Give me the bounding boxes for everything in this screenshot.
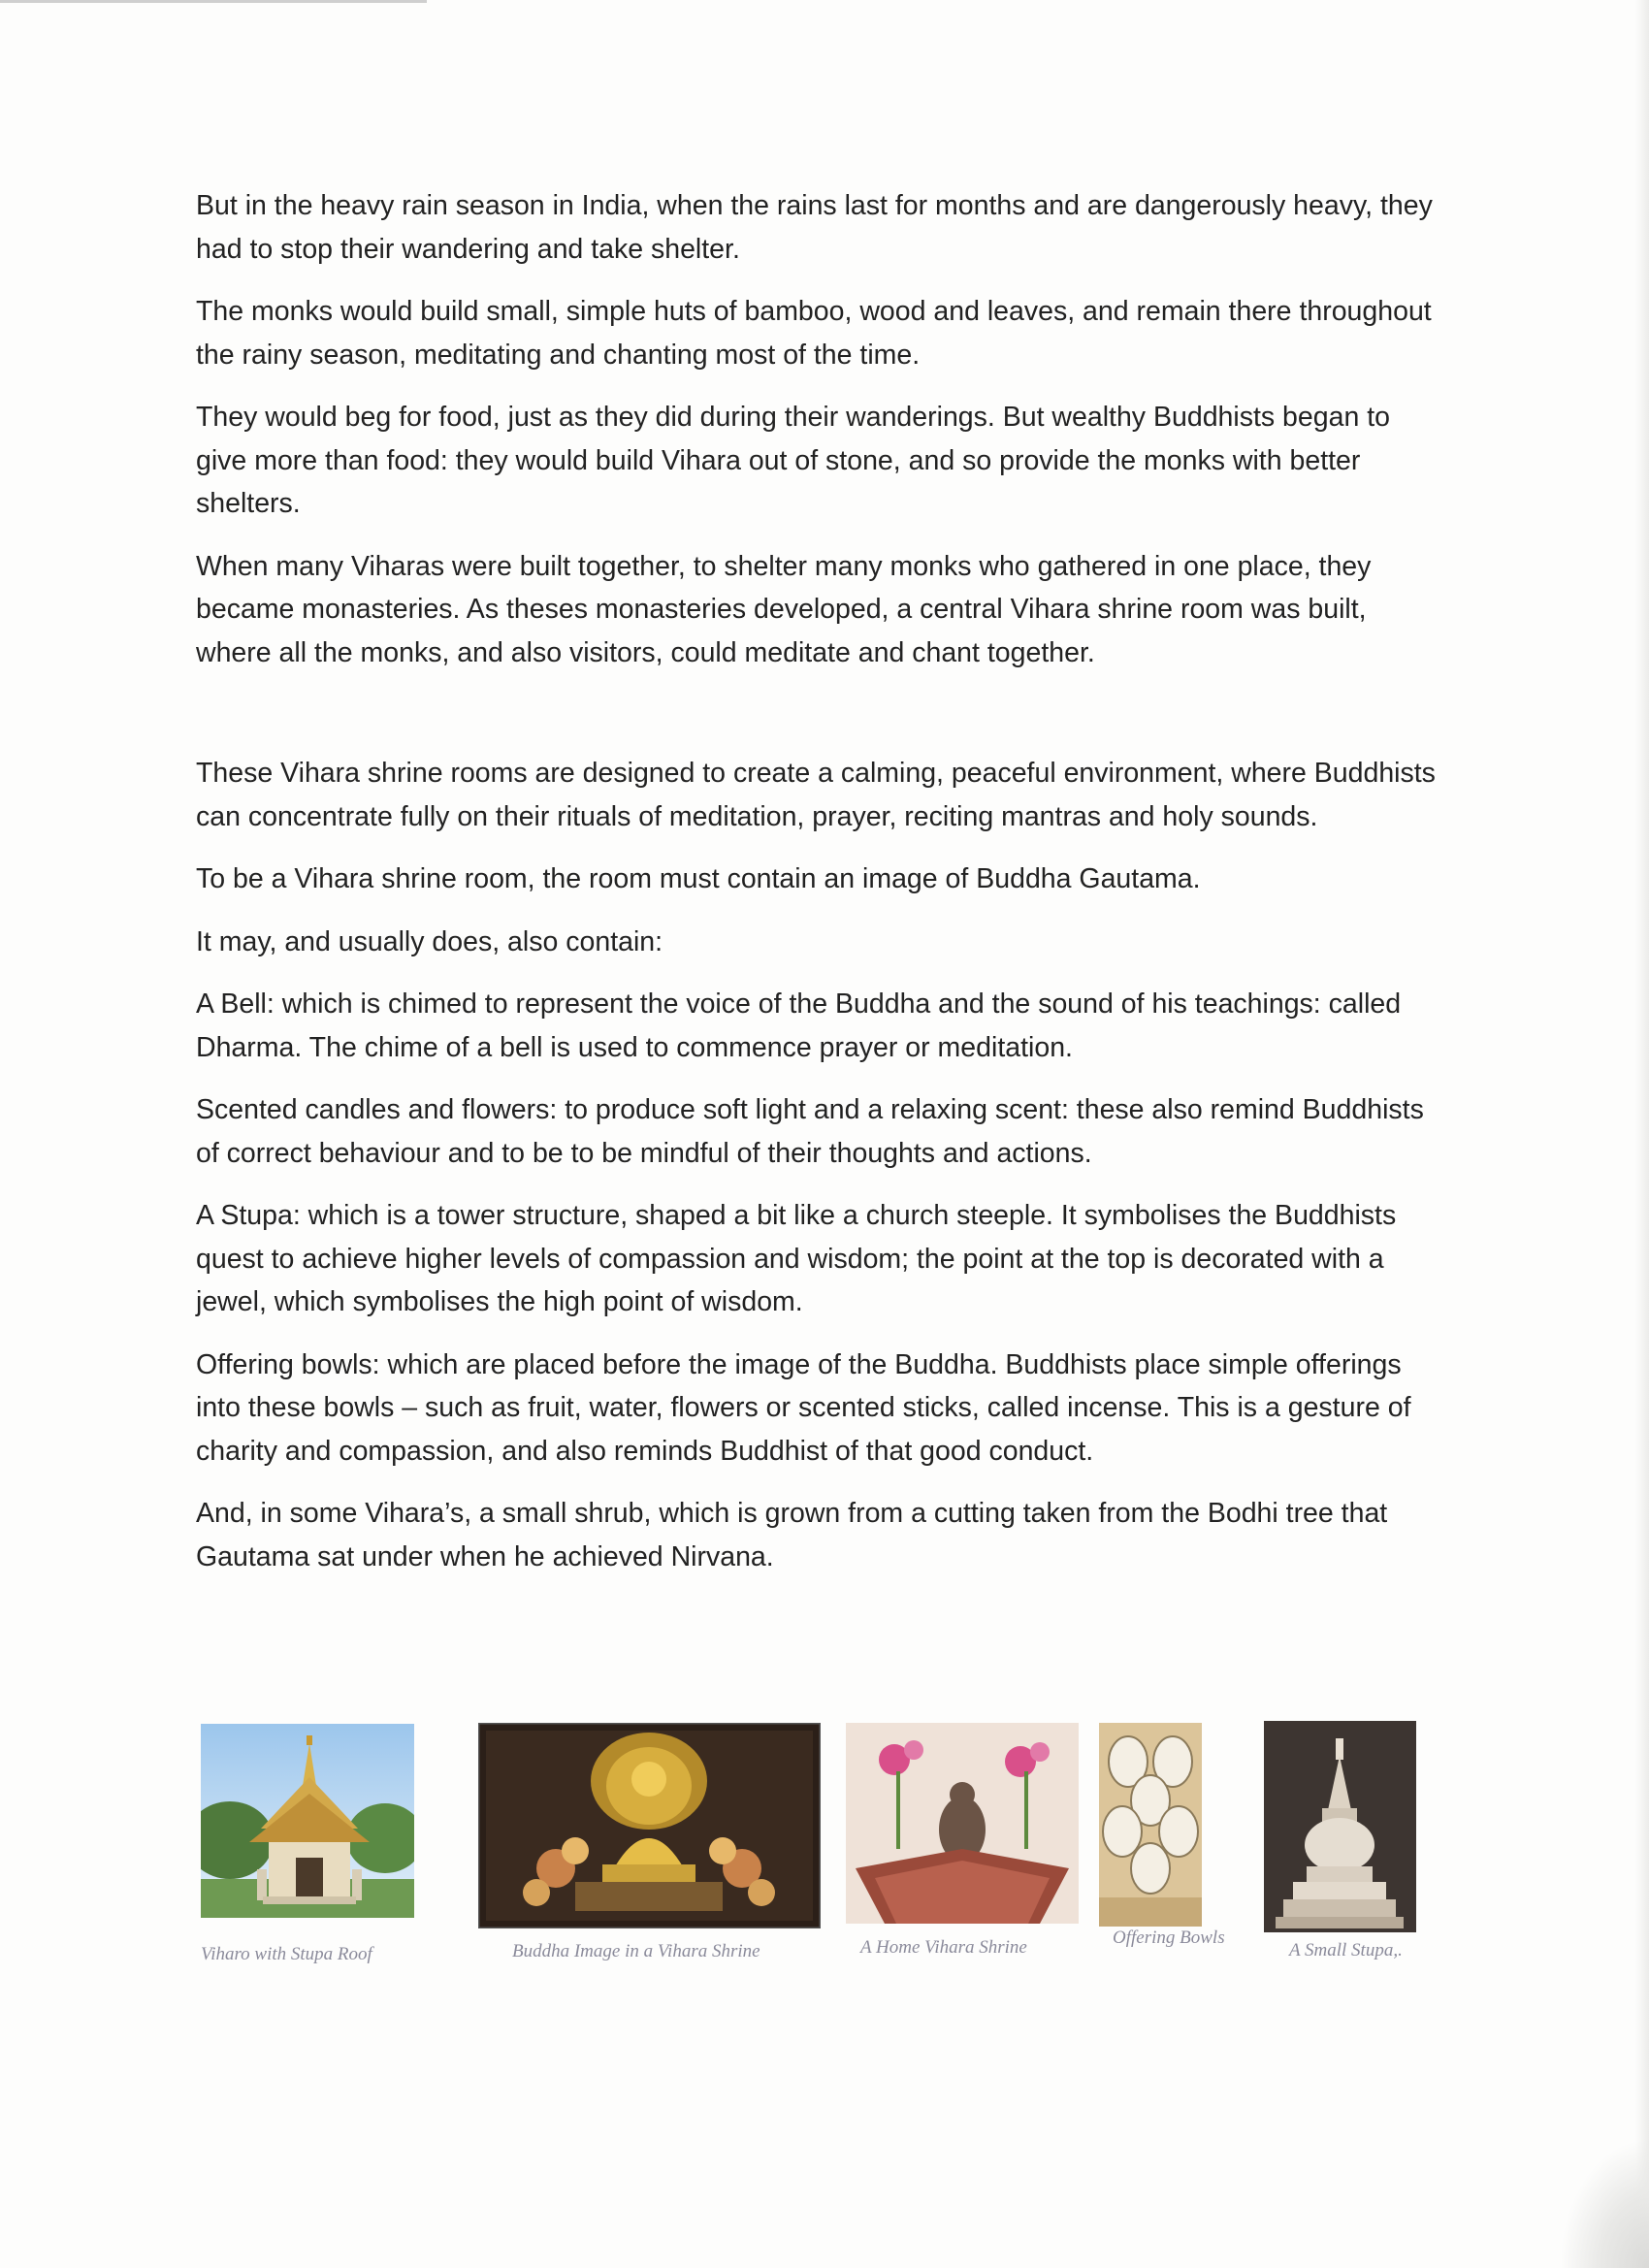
paragraph-offering-bowls: Offering bowls: which are placed before the image of the Buddha. Buddhists place simple offerings into these bowls – such as fruit, water, flowers or scented sticks, called incense. This is a gesture of charity and compassion, and also reminds Buddhist of that good conduct. bbox=[196, 1348, 1411, 1467]
paragraph-candles: Scented candles and flowers: to produce soft light and a relaxing scent: these also remind Buddhists of correct behaviour and to be to be mindful of their thoughts and actions. bbox=[196, 1094, 1424, 1169]
offering-bowls-photo bbox=[1099, 1723, 1202, 1927]
scan-edge-right bbox=[1635, 0, 1649, 2268]
paragraph-huts: The monks would build small, simple huts of bamboo, wood and leaves, and remain there throughout the rainy season, meditating and chanting most of the time. bbox=[196, 296, 1432, 371]
vihara-stupa-roof-photo bbox=[201, 1724, 414, 1918]
paragraph-bell: A Bell: which is chimed to represent the voice of the Buddha and the sound of his teachings: called Dharma. The chime of a bell is used to commence prayer or meditation. bbox=[196, 988, 1402, 1063]
small-stupa-caption: A Small Stupa,. bbox=[1289, 1940, 1403, 1960]
vihara-stupa-roof-caption: Viharo with Stupa Roof bbox=[201, 1944, 372, 1964]
paragraph-rain-season: But in the heavy rain season in India, when the rains last for months and are dangerously heavy, they had to stop their wandering and take shelter. bbox=[196, 190, 1433, 265]
paragraph-begging: They would beg for food, just as they did during their wanderings. But wealthy Buddhists began to give more than food: they would build Vihara out of stone, and so provide the monks with better shelters. bbox=[196, 402, 1390, 519]
buddha-image-shrine-photo bbox=[478, 1723, 821, 1928]
offering-bowls-caption: Offering Bowls bbox=[1113, 1928, 1225, 1948]
small-stupa-photo bbox=[1264, 1721, 1416, 1932]
paragraph-also-contain: It may, and usually does, also contain: bbox=[196, 925, 663, 957]
document-body bbox=[196, 184, 1438, 1598]
corner-smudge bbox=[1562, 2142, 1649, 2268]
paragraph-buddha-image: To be a Vihara shrine room, the room must contain an image of Buddha Gautama. bbox=[196, 863, 1201, 894]
paragraph-shrine-rooms: These Vihara shrine rooms are designed to create a calming, peaceful environment, where Buddhists can concentrate fully on their rituals of meditation, prayer, reciting mantras and holy sounds. bbox=[196, 758, 1436, 832]
paragraph-stupa: A Stupa: which is a tower structure, shaped a bit like a church steeple. It symbolises the Buddhists quest to achieve higher levels of compassion and wisdom; the point at the top is decorated with a jewel, which symbolises the high point of wisdom. bbox=[196, 1200, 1397, 1317]
paragraph-monasteries: When many Viharas were built together, to shelter many monks who gathered in one place, they became monasteries. As theses monasteries developed, a central Vihara shrine room was built, where all the monks, and also visitors, could meditate and chant together. bbox=[196, 550, 1372, 668]
home-vihara-shrine-caption: A Home Vihara Shrine bbox=[860, 1937, 1027, 1958]
scan-edge-top bbox=[0, 0, 427, 3]
home-vihara-shrine-photo bbox=[846, 1723, 1079, 1924]
buddha-image-shrine-caption: Buddha Image in a Vihara Shrine bbox=[512, 1941, 760, 1961]
paragraph-bodhi-shrub: And, in some Vihara’s, a small shrub, which is grown from a cutting taken from the Bodhi tree that Gautama sat under when he achieved Nirvana. bbox=[196, 1498, 1388, 1572]
